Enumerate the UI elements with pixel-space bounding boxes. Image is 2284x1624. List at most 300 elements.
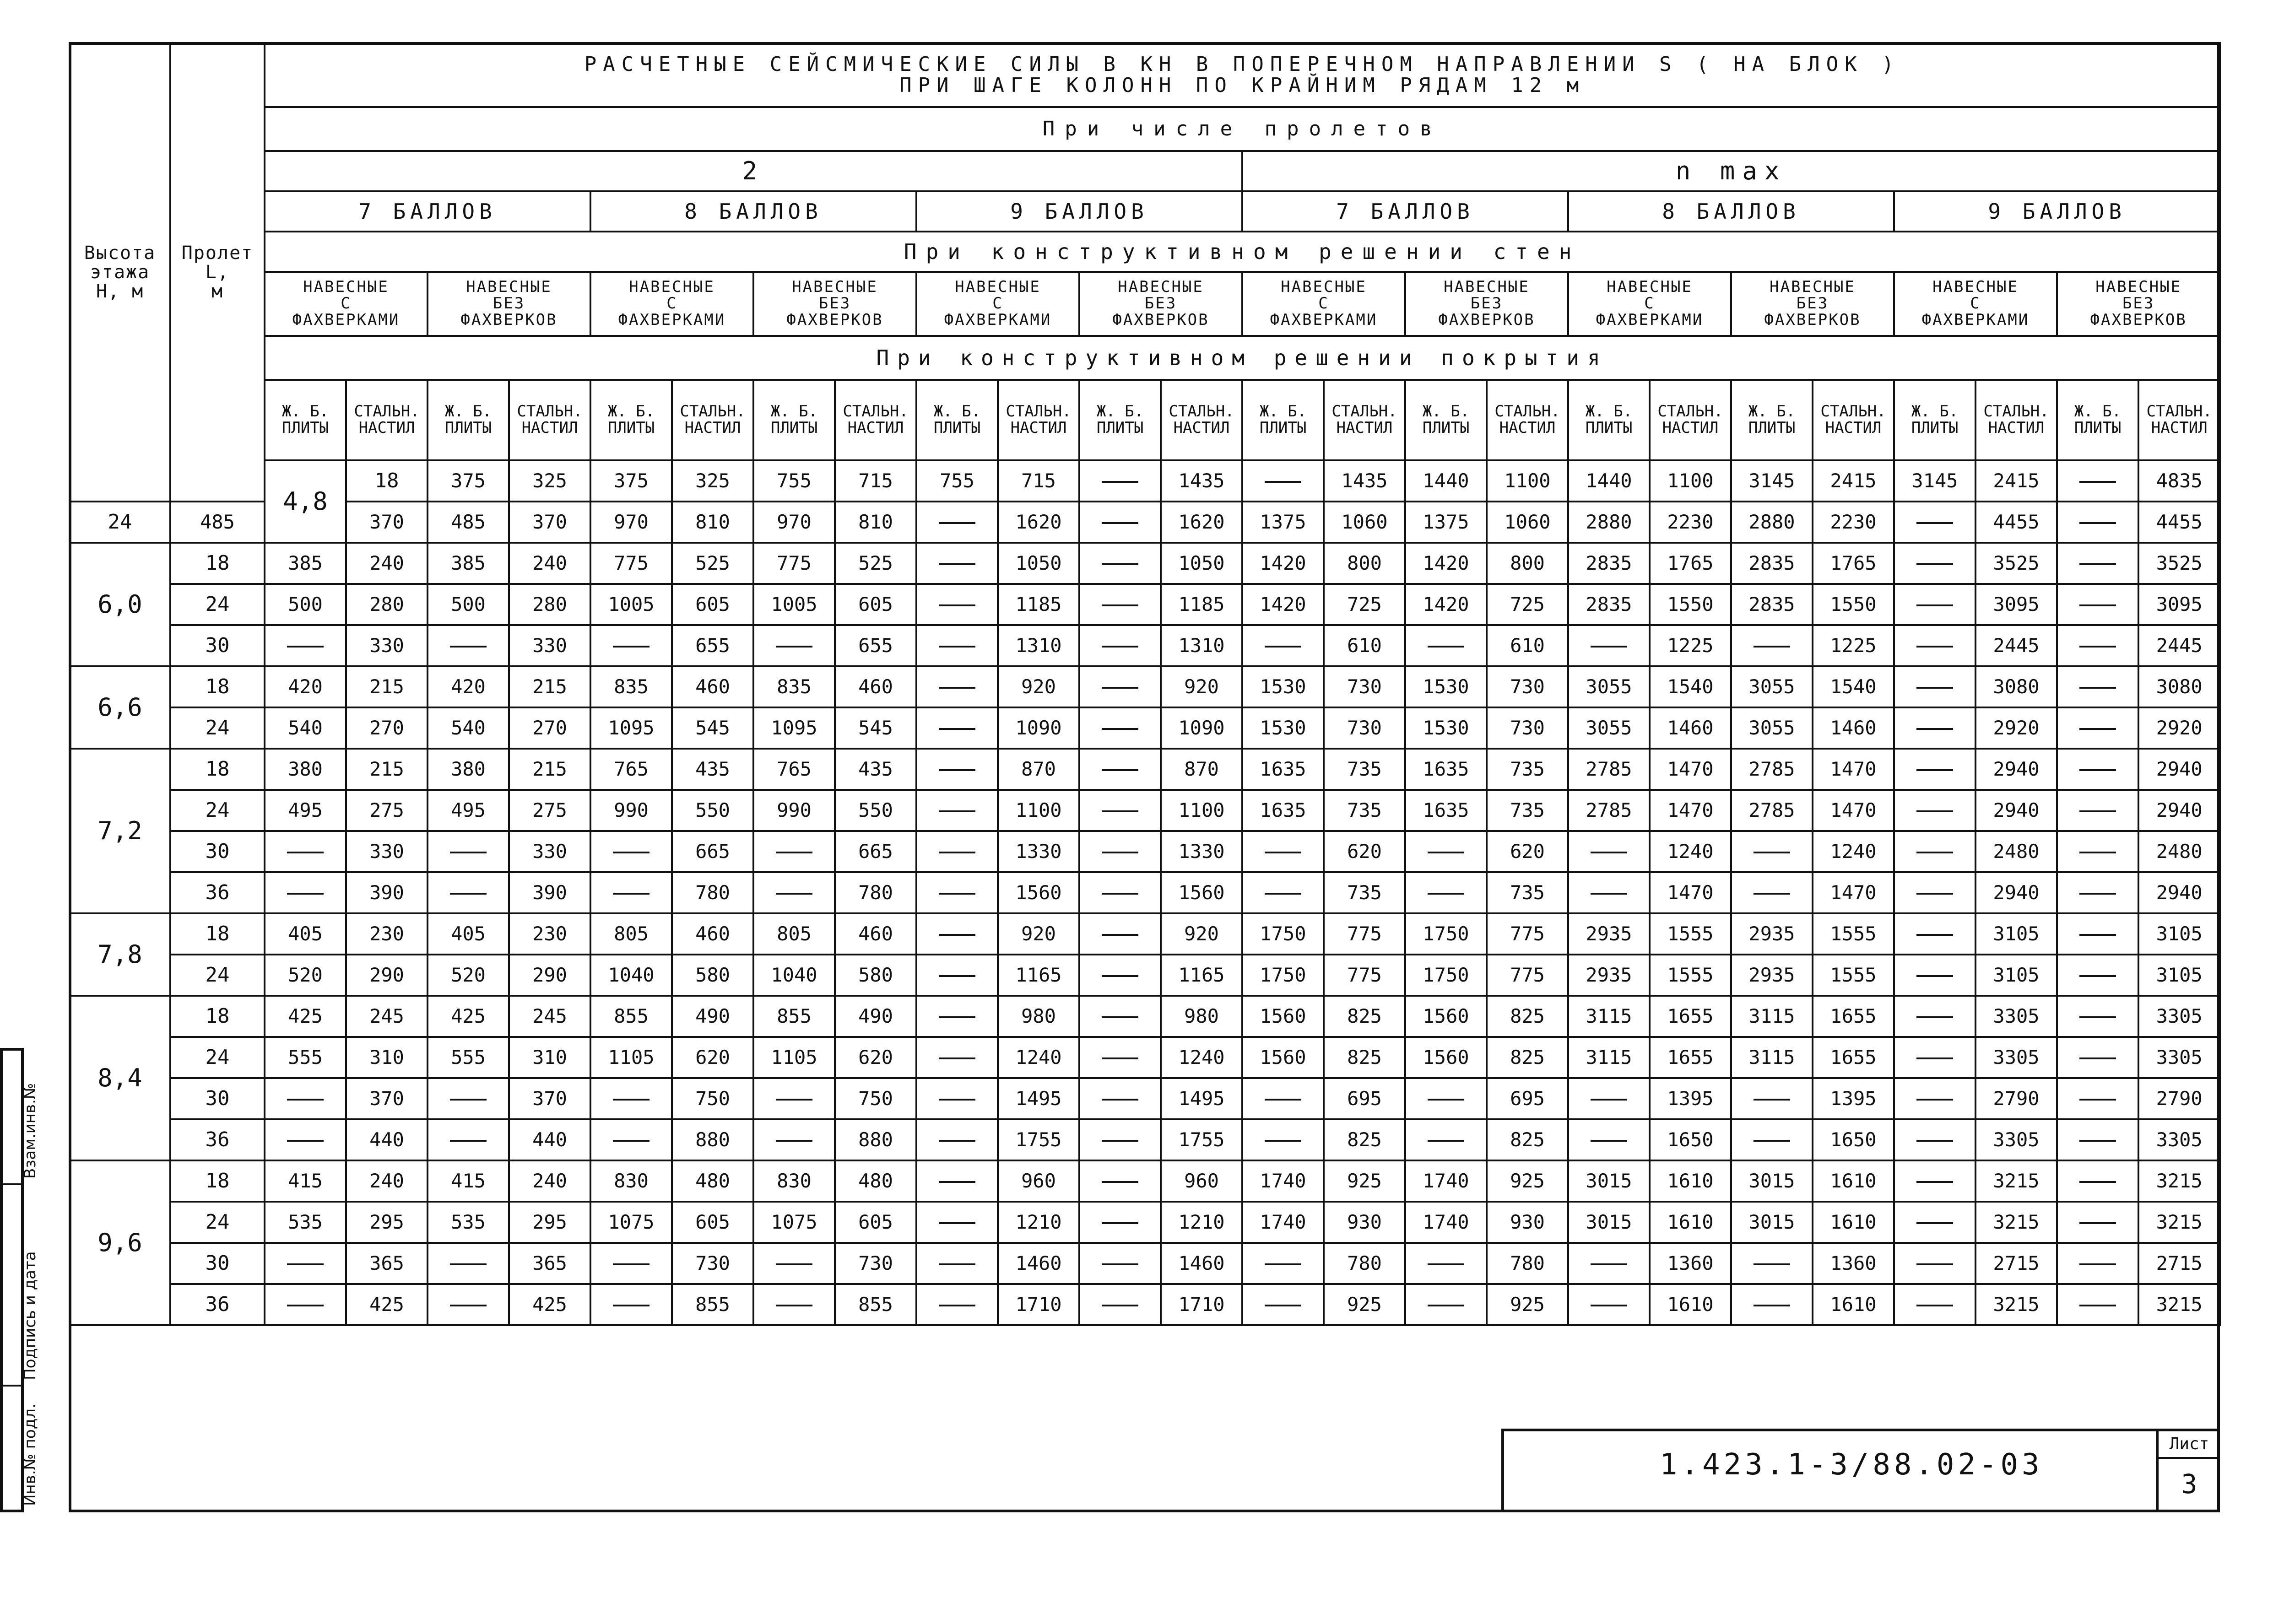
wall-type-line: С [1318, 294, 1329, 313]
empty-value-cell [916, 543, 998, 584]
wall-type-line: БЕЗ [1144, 294, 1177, 313]
wall-type-without-frames [753, 272, 916, 336]
side-cell-inv [3, 1385, 39, 1510]
empty-value-cell [1731, 872, 1813, 913]
empty-value-cell [2057, 460, 2138, 502]
value-cell: 2935 [1731, 955, 1813, 996]
empty-value-cell [590, 1078, 672, 1119]
value-cell: 1310 [1161, 625, 1242, 666]
empty-value-cell [265, 1243, 346, 1284]
roof-type-line: Ж. Б. [1748, 402, 1796, 421]
wall-type-line: НАВЕСНЫЕ [466, 278, 552, 297]
empty-value-cell [1405, 1243, 1487, 1284]
value-cell: 270 [509, 707, 590, 749]
empty-value-cell [1894, 872, 1975, 913]
value-cell: 240 [509, 543, 590, 584]
wall-type-without-frames [2057, 272, 2220, 336]
value-cell: 835 [753, 666, 835, 707]
value-cell: 835 [590, 666, 672, 707]
value-cell: 1635 [1405, 790, 1487, 831]
table-row [70, 625, 2220, 666]
value-cell: 1540 [1650, 666, 1731, 707]
value-cell: 405 [428, 913, 509, 955]
empty-value-cell [753, 1243, 835, 1284]
dash-mark [1754, 1305, 1790, 1306]
value-cell: 800 [1324, 543, 1405, 584]
value-cell: 1555 [1650, 913, 1731, 955]
value-cell: 800 [1487, 543, 1568, 584]
empty-value-cell [1894, 913, 1975, 955]
value-cell: 1560 [1405, 1037, 1487, 1078]
value-cell: 775 [1324, 955, 1405, 996]
value-cell: 3115 [1731, 996, 1813, 1037]
empty-value-cell [916, 1243, 998, 1284]
value-cell: 520 [265, 955, 346, 996]
empty-value-cell [916, 1119, 998, 1160]
empty-value-cell [1405, 1119, 1487, 1160]
value-cell: 290 [346, 955, 428, 996]
empty-value-cell [916, 584, 998, 625]
roof-type-rc-slabs [1894, 380, 1975, 460]
wall-type-line: ФАХВЕРКАМИ [292, 310, 400, 329]
roof-type-line: СТАЛЬН. [517, 402, 583, 421]
value-cell: 215 [346, 749, 428, 790]
table-row [70, 1202, 2220, 1243]
value-cell: 2835 [1568, 543, 1650, 584]
value-cell: 1495 [998, 1078, 1079, 1119]
dash-mark [939, 522, 975, 524]
wall-type-line: НАВЕСНЫЕ [955, 278, 1041, 297]
value-cell: 775 [1487, 955, 1568, 996]
value-cell: 1095 [753, 707, 835, 749]
dash-mark [613, 893, 649, 895]
value-cell: 1560 [1405, 996, 1487, 1037]
dash-mark [776, 1140, 812, 1142]
value-cell: 490 [835, 996, 916, 1037]
value-cell: 750 [835, 1078, 916, 1119]
dash-mark [939, 1140, 975, 1142]
value-cell: 1090 [1161, 707, 1242, 749]
value-cell: 855 [835, 1284, 916, 1325]
value-cell: 1395 [1650, 1078, 1731, 1119]
roof-type-line: НАСТИЛ [1662, 419, 1719, 437]
empty-value-cell [916, 913, 998, 955]
dash-mark [776, 893, 812, 895]
value-cell: 1090 [998, 707, 1079, 749]
value-cell: 2480 [1975, 831, 2057, 872]
table-row [70, 543, 2220, 584]
value-cell: 960 [998, 1160, 1079, 1202]
dash-mark [1591, 1263, 1627, 1265]
table-row [70, 913, 2220, 955]
dash-mark [939, 852, 975, 853]
dash-mark [2079, 1305, 2116, 1306]
dash-mark [2079, 481, 2116, 483]
roof-type-steel-deck [672, 380, 753, 460]
value-cell: 1375 [1242, 502, 1324, 543]
dash-mark [939, 1016, 975, 1018]
value-cell: 1100 [1487, 460, 1568, 502]
span-cell: 36 [170, 1284, 265, 1325]
value-cell: 2940 [1975, 872, 2057, 913]
dash-mark [1916, 1099, 1953, 1101]
value-cell: 610 [1487, 625, 1568, 666]
wall-type-line: НАВЕСНЫЕ [629, 278, 715, 297]
roof-type-line: СТАЛЬН. [1657, 402, 1723, 421]
value-cell: 920 [998, 913, 1079, 955]
value-cell: 1530 [1405, 707, 1487, 749]
value-cell: 2920 [1975, 707, 2057, 749]
dash-mark [1102, 810, 1138, 812]
value-cell: 495 [428, 790, 509, 831]
value-cell: 370 [346, 502, 428, 543]
value-cell: 2940 [2138, 749, 2220, 790]
span-cell: 30 [170, 625, 265, 666]
value-cell: 325 [509, 460, 590, 502]
value-cell: 535 [265, 1202, 346, 1243]
empty-value-cell [2057, 1119, 2138, 1160]
span-cell: 18 [170, 666, 265, 707]
value-cell: 925 [1324, 1284, 1405, 1325]
wall-type-line: НАВЕСНЫЕ [303, 278, 389, 297]
roof-type-line: СТАЛЬН. [354, 402, 420, 421]
value-cell: 665 [835, 831, 916, 872]
dash-mark [1754, 893, 1790, 895]
value-cell: 2940 [2138, 790, 2220, 831]
empty-value-cell [2057, 955, 2138, 996]
empty-value-cell [1079, 1284, 1161, 1325]
wall-type-with-frames [265, 272, 428, 336]
empty-value-cell [1079, 1078, 1161, 1119]
dash-mark [450, 646, 487, 647]
dash-mark [613, 852, 649, 853]
dash-mark [450, 1263, 487, 1265]
wall-type-line: БЕЗ [1470, 294, 1503, 313]
value-cell: 725 [1487, 584, 1568, 625]
dash-mark [1754, 646, 1790, 647]
value-cell: 3080 [2138, 666, 2220, 707]
value-cell: 730 [1324, 707, 1405, 749]
value-cell: 3215 [2138, 1202, 2220, 1243]
span-cell: 36 [170, 1119, 265, 1160]
wall-type-without-frames [1079, 272, 1242, 336]
wall-type-line: ФАХВЕРКОВ [1764, 310, 1861, 329]
empty-value-cell [916, 707, 998, 749]
value-cell: 330 [509, 831, 590, 872]
roof-type-line: НАСТИЛ [1988, 419, 2045, 437]
value-cell: 930 [1487, 1202, 1568, 1243]
empty-value-cell [1568, 872, 1650, 913]
span-header-line3: м [211, 281, 224, 302]
empty-value-cell [1894, 996, 1975, 1037]
empty-value-cell [1731, 1078, 1813, 1119]
roof-header: При конструктивном решении покрытия [265, 336, 2220, 380]
value-cell: 3015 [1568, 1202, 1650, 1243]
value-cell: 3215 [1975, 1160, 2057, 1202]
roof-type-line: НАСТИЛ [1499, 419, 1556, 437]
roof-type-line: Ж. Б. [1096, 402, 1144, 421]
value-cell: 830 [590, 1160, 672, 1202]
roof-type-line: ПЛИТЫ [1748, 419, 1796, 437]
empty-value-cell [2057, 1284, 2138, 1325]
wall-type-line: БЕЗ [818, 294, 851, 313]
value-cell: 1740 [1242, 1202, 1324, 1243]
roof-type-line: ПЛИТЫ [281, 419, 329, 437]
dash-mark [1265, 1263, 1301, 1265]
value-cell: 1610 [1650, 1202, 1731, 1243]
value-cell: 735 [1324, 790, 1405, 831]
span-header [170, 43, 265, 502]
value-cell: 3105 [1975, 913, 2057, 955]
dash-mark [287, 1099, 324, 1101]
value-cell: 1620 [1161, 502, 1242, 543]
dash-mark [450, 1099, 487, 1101]
dash-mark [939, 975, 975, 977]
value-cell: 295 [346, 1202, 428, 1243]
dash-mark [1265, 852, 1301, 853]
value-cell: 2230 [1813, 502, 1894, 543]
dash-mark [450, 893, 487, 895]
value-cell: 1240 [1813, 831, 1894, 872]
value-cell: 385 [265, 543, 346, 584]
value-cell: 295 [509, 1202, 590, 1243]
value-cell: 325 [672, 460, 753, 502]
value-cell: 775 [1487, 913, 1568, 955]
empty-value-cell [916, 790, 998, 831]
span-cell: 24 [170, 1037, 265, 1078]
dash-mark [1916, 810, 1953, 812]
empty-value-cell [1079, 666, 1161, 707]
value-cell: 425 [346, 1284, 428, 1325]
empty-value-cell [753, 1078, 835, 1119]
dash-mark [1102, 728, 1138, 730]
empty-value-cell [265, 1078, 346, 1119]
value-cell: 1460 [998, 1243, 1079, 1284]
dash-mark [1754, 1140, 1790, 1142]
empty-value-cell [1079, 460, 1161, 502]
roof-type-steel-deck [1813, 380, 1894, 460]
dash-mark [939, 810, 975, 812]
empty-value-cell [2057, 543, 2138, 584]
value-cell: 2785 [1731, 749, 1813, 790]
empty-value-cell [916, 1202, 998, 1243]
dash-mark [1591, 646, 1627, 647]
roof-type-rc-slabs [590, 380, 672, 460]
empty-value-cell [753, 872, 835, 913]
dash-mark [1428, 1263, 1464, 1265]
empty-value-cell [1079, 625, 1161, 666]
value-cell: 925 [1487, 1160, 1568, 1202]
value-cell: 2935 [1568, 955, 1650, 996]
wall-type-line: С [666, 294, 677, 313]
value-cell: 1635 [1242, 790, 1324, 831]
value-cell: 735 [1487, 749, 1568, 790]
table-row [70, 1037, 2220, 1078]
inv-podl-label: Инв.№ подл. [21, 1403, 39, 1506]
value-cell: 535 [428, 1202, 509, 1243]
empty-value-cell [1079, 831, 1161, 872]
value-cell: 1655 [1813, 1037, 1894, 1078]
empty-value-cell [2057, 1243, 2138, 1284]
height-header [70, 43, 170, 502]
empty-value-cell [265, 831, 346, 872]
value-cell: 1755 [998, 1119, 1079, 1160]
value-cell: 735 [1487, 872, 1568, 913]
value-cell: 3145 [1731, 460, 1813, 502]
dash-mark [1916, 1181, 1953, 1183]
table-row [70, 1119, 2220, 1160]
empty-value-cell [2057, 666, 2138, 707]
value-cell: 520 [428, 955, 509, 996]
magnitude-header: 9 БАЛЛОВ [916, 191, 1242, 232]
dash-mark [776, 646, 812, 647]
dash-mark [1102, 1099, 1138, 1101]
value-cell: 3305 [1975, 996, 2057, 1037]
span-cell: 18 [170, 913, 265, 955]
value-cell: 1635 [1242, 749, 1324, 790]
empty-value-cell [753, 1119, 835, 1160]
value-cell: 2835 [1568, 584, 1650, 625]
dash-mark [1102, 646, 1138, 647]
value-cell: 3115 [1568, 996, 1650, 1037]
value-cell: 365 [346, 1243, 428, 1284]
podpis-label: Подпись и дата [21, 1251, 39, 1380]
value-cell: 2940 [1975, 790, 2057, 831]
wall-type-line: НАВЕСНЫЕ [1770, 278, 1856, 297]
value-cell: 275 [509, 790, 590, 831]
dash-mark [1102, 522, 1138, 524]
value-cell: 490 [672, 996, 753, 1037]
value-cell: 2940 [1975, 749, 2057, 790]
value-cell: 3525 [2138, 543, 2220, 584]
empty-value-cell [1894, 1243, 1975, 1284]
table-row [70, 1284, 2220, 1325]
value-cell: 620 [1324, 831, 1405, 872]
dash-mark [776, 852, 812, 853]
dash-mark [939, 1099, 975, 1101]
roof-type-line: СТАЛЬН. [680, 402, 746, 421]
value-cell: 980 [1161, 996, 1242, 1037]
value-cell: 460 [835, 666, 916, 707]
magnitude-header: 7 БАЛЛОВ [265, 191, 590, 232]
dash-mark [1916, 1057, 1953, 1059]
sheet-box [2156, 1431, 2220, 1512]
empty-value-cell [2057, 996, 2138, 1037]
empty-value-cell [2057, 1037, 2138, 1078]
value-cell: 1360 [1813, 1243, 1894, 1284]
value-cell: 385 [428, 543, 509, 584]
value-cell: 460 [835, 913, 916, 955]
span-cell: 36 [170, 872, 265, 913]
roof-type-line: ПЛИТЫ [1585, 419, 1633, 437]
dash-mark [939, 1057, 975, 1059]
value-cell: 695 [1324, 1078, 1405, 1119]
empty-value-cell [1894, 1160, 1975, 1202]
table-row [70, 790, 2220, 831]
value-cell: 1095 [590, 707, 672, 749]
dash-mark [287, 852, 324, 853]
empty-value-cell [1079, 1243, 1161, 1284]
dash-mark [1754, 1263, 1790, 1265]
value-cell: 3105 [1975, 955, 2057, 996]
value-cell: 925 [1487, 1284, 1568, 1325]
empty-value-cell [1894, 625, 1975, 666]
value-cell: 1560 [1242, 1037, 1324, 1078]
value-cell: 380 [428, 749, 509, 790]
value-cell: 805 [590, 913, 672, 955]
value-cell: 780 [1324, 1243, 1405, 1284]
value-cell: 715 [835, 460, 916, 502]
value-cell: 500 [265, 584, 346, 625]
value-cell: 435 [835, 749, 916, 790]
table-title-line1: РАСЧЕТНЫЕ СЕЙСМИЧЕСКИЕ СИЛЫ В КН В ПОПЕРЕЧНОМ НАПРАВЛЕНИИ S ( НА БЛОК ) [584, 52, 1900, 76]
dash-mark [1916, 563, 1953, 565]
value-cell: 1375 [1405, 502, 1487, 543]
span-cell: 24 [170, 707, 265, 749]
empty-value-cell [1079, 790, 1161, 831]
dash-mark [1916, 646, 1953, 647]
value-cell: 480 [672, 1160, 753, 1202]
value-cell: 695 [1487, 1078, 1568, 1119]
empty-value-cell [1568, 1078, 1650, 1119]
dash-mark [1916, 769, 1953, 771]
value-cell: 2445 [1975, 625, 2057, 666]
dash-mark [2079, 687, 2116, 689]
empty-value-cell [1731, 1243, 1813, 1284]
value-cell: 1470 [1813, 872, 1894, 913]
value-cell: 1360 [1650, 1243, 1731, 1284]
spans-count-header: При числе пролетов [265, 107, 2220, 151]
value-cell: 425 [509, 1284, 590, 1325]
value-cell: 855 [753, 996, 835, 1037]
dash-mark [1265, 646, 1301, 647]
value-cell: 1075 [753, 1202, 835, 1243]
empty-value-cell [428, 1119, 509, 1160]
value-cell: 3015 [1731, 1202, 1813, 1243]
dash-mark [2079, 1099, 2116, 1101]
roof-type-line: ПЛИТЫ [444, 419, 492, 437]
empty-value-cell [1079, 502, 1161, 543]
roof-type-line: СТАЛЬН. [1820, 402, 1886, 421]
dash-mark [1102, 1181, 1138, 1183]
empty-value-cell [1731, 1119, 1813, 1160]
value-cell: 855 [672, 1284, 753, 1325]
empty-value-cell [265, 1119, 346, 1160]
dash-mark [2079, 810, 2116, 812]
value-cell: 1210 [998, 1202, 1079, 1243]
value-cell: 1420 [1405, 543, 1487, 584]
value-cell: 1470 [1813, 790, 1894, 831]
value-cell: 1710 [998, 1284, 1079, 1325]
value-cell: 4835 [2138, 460, 2220, 502]
value-cell: 2785 [1568, 790, 1650, 831]
value-cell: 500 [428, 584, 509, 625]
value-cell: 1040 [753, 955, 835, 996]
empty-value-cell [916, 996, 998, 1037]
roof-type-line: СТАЛЬН. [2146, 402, 2212, 421]
empty-value-cell [916, 625, 998, 666]
empty-value-cell [590, 1284, 672, 1325]
value-cell: 2835 [1731, 584, 1813, 625]
span-cell: 30 [170, 1243, 265, 1284]
value-cell: 370 [509, 1078, 590, 1119]
wall-type-with-frames [1568, 272, 1731, 336]
value-cell: 810 [672, 502, 753, 543]
value-cell: 375 [590, 460, 672, 502]
value-cell: 440 [346, 1119, 428, 1160]
empty-value-cell [2057, 584, 2138, 625]
roof-type-line: Ж. Б. [1911, 402, 1959, 421]
